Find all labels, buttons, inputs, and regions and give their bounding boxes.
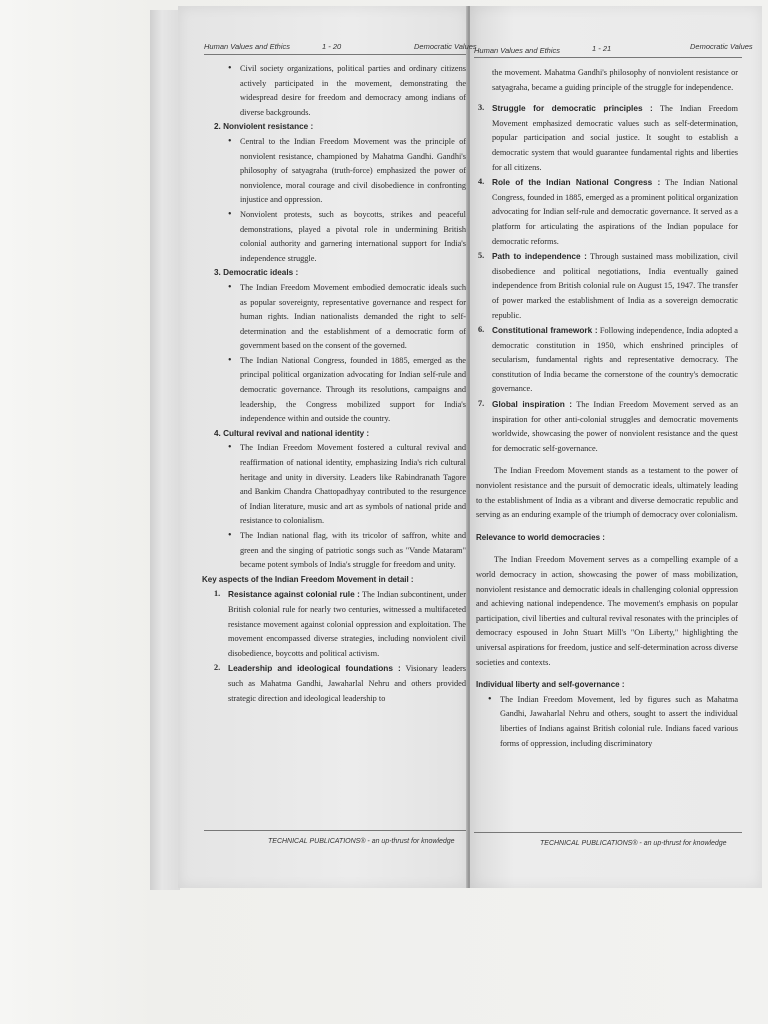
left-footer-rule <box>204 830 466 831</box>
relevance-paragraph: The Indian Freedom Movement serves as a compelling example of a world democracy in action, showcasing the power of mass mobilization, nonviolent resistance and democratic ideals in challenging colonial oppression and achieving national independence. The movement's emphasis on popular participation, civil liberties and cultural revival resonates with the principles of democracy espoused in John Stuart Mill's "On Liberty," highlighting the universal aspirations for freedom, justice and self-determination across diverse societies and contexts. <box>476 555 738 667</box>
continuation-text: the movement. Mahatma Gandhi's philosophy of nonviolent resistance or satyagraha, became a guiding principle of the struggle for independence. <box>492 68 738 92</box>
item-3-text: The Indian Freedom Movement emphasized democratic values such as self-determination, popular participation and social justice. It sought to establish a democratic system that would guarantee fundamental rights and liberties for all citizens. <box>492 104 738 172</box>
cultural-bullet-1: • The Indian Freedom Movement fostered a cultural revival and reaffirmation of national identity, emphasizing India's rich cultural heritage and unity in diversity. Leaders like Rabindranath Tagore and Bankim Chandra Chattopadhyay contributed to the resurgence of Indian literature, music and art as symbols of national pride and resistance to colonialism. <box>226 441 466 529</box>
left-header-page-number: 1 - 20 <box>322 42 342 51</box>
cultural-bullet-2: • The Indian national flag, with its tricolor of saffron, white and green and the singing of patriotic songs such as "Vande Mataram" became potent symbols of India's struggle for freedom and unity. <box>226 529 466 573</box>
item-3-number: 3. <box>478 103 485 113</box>
relevance-title: Relevance to world democracies : <box>476 532 605 542</box>
right-header-chapter: Democratic Values <box>690 42 753 51</box>
item-5-text: Through sustained mass mobilization, civil disobedience and political negotiations, India eventually gained independence from British colonial rule on August 15, 1947. The transfer of power marked the establishment of India as a sovereign democratic republic. <box>492 252 739 320</box>
key-aspect-2 <box>214 661 466 706</box>
intro-bullet: • Civil society organizations, political parties and ordinary citizens actively participated in the movement, demonstrating the widespread desire for freedom and democracy among indians of diverse backgrounds. <box>226 62 466 120</box>
section-title-cultural: 4. Cultural revival and national identity : <box>214 428 370 438</box>
item-5-label: Path to independence : <box>492 251 587 262</box>
left-footer: TECHNICAL PUBLICATIONS® - an up-thrust for knowledge <box>268 838 455 845</box>
item-7-text: The Indian Freedom Movement served as an inspiration for other anti-colonial struggles and democratic movements worldwide, showcasing the power of nonviolent resistance and the quest for democratic self-governance. <box>492 400 738 453</box>
left-header-book-title: Human Values and Ethics <box>204 42 291 51</box>
democratic-bullet-2: • The Indian National Congress, founded in 1885, emerged as the principal political organization advocating for Indian self-rule and democratic governance. Through its resolutions, campaigns and leadership, the Congress mobilized support for India's independence within and outside the country. <box>226 354 466 427</box>
item-5 <box>478 249 738 323</box>
item-6 <box>478 323 738 397</box>
item-6-text: Following independence, India adopted a democratic constitution in 1950, which enshrined principles of secularism, fundamental rights and representative democracy. The constitution of India became the cornerstone of the country's democratic governance. <box>492 326 738 394</box>
item-4-number: 4. <box>478 177 485 187</box>
key-aspect-2-label: Leadership and ideological foundations : <box>228 663 401 674</box>
key-aspects-title: Key aspects of the Indian Freedom Movement in detail : <box>202 574 414 584</box>
nonviolent-bullet-2: • Nonviolent protests, such as boycotts, strikes and peaceful demonstrations, played a pivotal role in undermining British colonial authority and garnering international support for India's independence struggle. <box>226 208 466 266</box>
right-header-book-title: Human Values and Ethics <box>474 46 561 55</box>
item-5-number: 5. <box>478 251 485 261</box>
key-aspect-1 <box>214 587 466 661</box>
democratic-bullet-1: • The Indian Freedom Movement embodied democratic ideals such as popular sovereignty, representative governance and respect for human rights. Indian nationalists demanded the right to self-determination and the establishment of a democratic form of government based on the consent of the governed. <box>226 281 466 354</box>
left-header-chapter: Democratic Values <box>414 42 477 51</box>
book-edge <box>150 10 180 890</box>
section-title-nonviolent: 2. Nonviolent resistance : <box>214 122 314 132</box>
individual-liberty-bullet: • The Indian Freedom Movement, led by figures such as Mahatma Gandhi, Jawaharlal Nehru and others, sought to assert the individual liberties of Indians against British colonial rule. Indians faced various forms of oppression, including discriminatory <box>486 693 738 751</box>
individual-liberty-title: Individual liberty and self-governance : <box>476 680 625 690</box>
item-6-number: 6. <box>478 325 485 335</box>
key-aspect-1-text: The Indian subcontinent, under British colonial rule for nearly two centuries, witnessed a multifaceted resistance movement against colonial oppression and exploitation. The movement encompassed diverse strategies, including nonviolent civil disobedience, boycotts and political activism. <box>228 590 466 658</box>
item-3 <box>478 101 738 175</box>
section-title-democratic: 3. Democratic ideals : <box>214 268 299 278</box>
item-7-number: 7. <box>478 399 485 409</box>
item-4-label: Role of the Indian National Congress : <box>492 177 661 188</box>
left-page-content <box>202 62 466 706</box>
key-aspect-1-label: Resistance against colonial rule : <box>228 589 360 600</box>
nonviolent-bullet-1: • Central to the Indian Freedom Movement was the principle of nonviolent resistance, championed by Mahatma Gandhi. Gandhi's philosophy of satyagraha (truth-force) emphasized the power of nonviolence, moral courage and civil disobedience in confronting injustice and oppression. <box>226 135 466 208</box>
key-aspect-2-number: 2. <box>214 663 221 673</box>
left-header-rule <box>204 54 466 55</box>
item-7 <box>478 397 738 456</box>
item-4 <box>478 175 738 249</box>
right-page-content <box>476 66 738 751</box>
item-4-text: The Indian National Congress, founded in 1885, emerged as a prominent political organization advocating for Indian self-rule and democratic governance. It served as a platform for articulating the aspirations of the Indian populace for democratic reforms. <box>492 178 738 246</box>
right-footer-rule <box>474 832 742 833</box>
key-aspect-1-number: 1. <box>214 589 221 599</box>
right-footer: TECHNICAL PUBLICATIONS® - an up-thrust for knowledge <box>540 840 727 847</box>
item-6-label: Constitutional framework : <box>492 325 598 336</box>
summary-paragraph: The Indian Freedom Movement stands as a testament to the power of nonviolent resistance and the pursuit of democratic ideals, ultimately leading to the establishment of India as a vibrant and diverse democratic republic and serving as an enduring example of the triumph of democracy over colonialism. <box>476 466 738 520</box>
right-header-rule <box>474 57 742 58</box>
key-aspect-2-text: Visionary leaders such as Mahatma Gandhi, Jawaharlal Nehru and others provided strategic direction and ideological leadership to <box>228 664 466 703</box>
item-3-label: Struggle for democratic principles : <box>492 103 653 114</box>
right-header-page-number: 1 - 21 <box>592 44 612 53</box>
item-7-label: Global inspiration : <box>492 399 573 410</box>
